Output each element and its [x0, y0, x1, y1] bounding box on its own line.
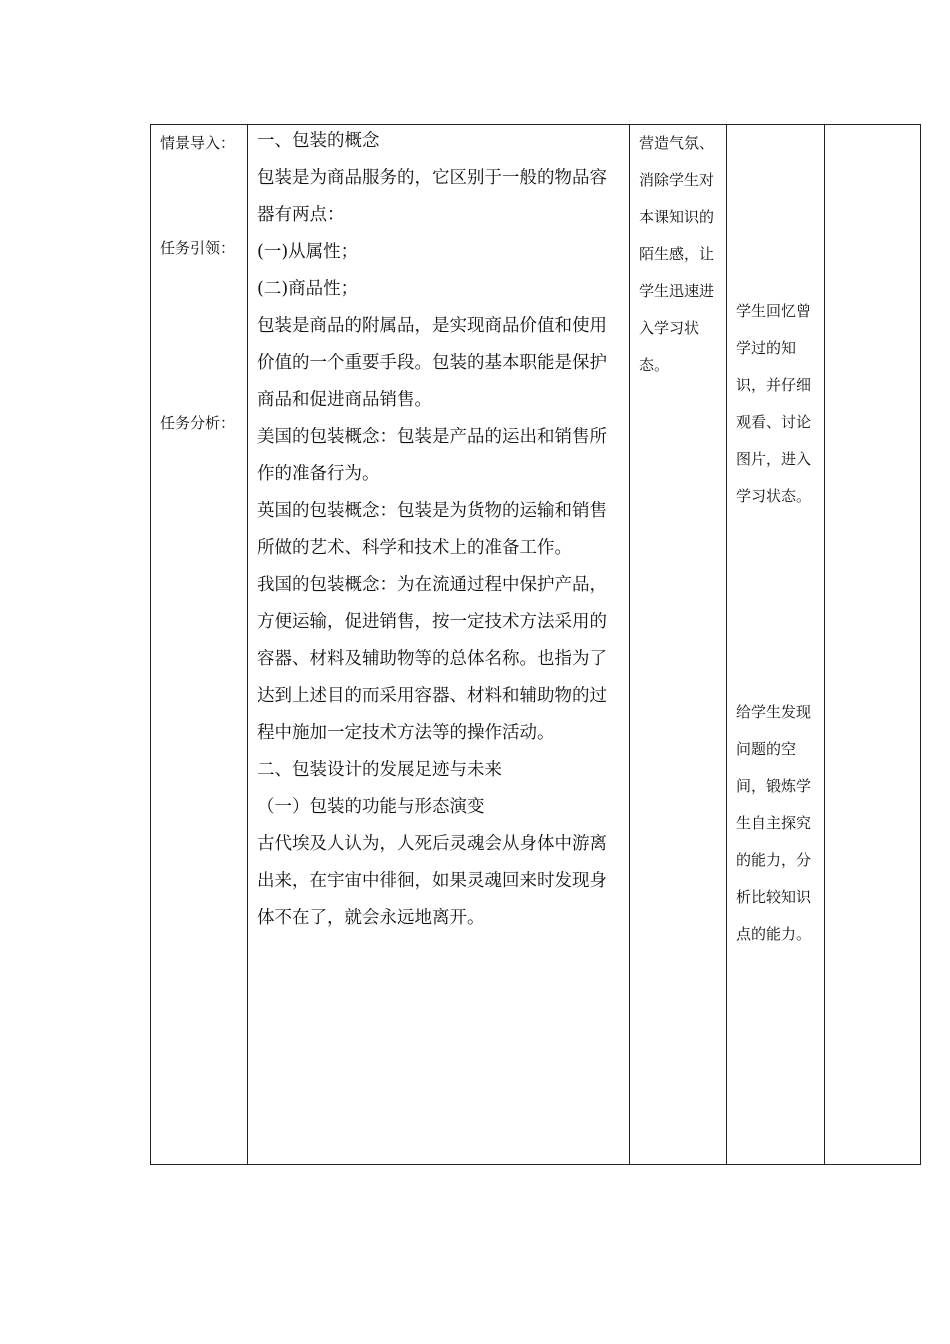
content-column	[247, 125, 629, 1164]
stage-column	[151, 125, 247, 1164]
purpose-text: 营造气氛、消除学生对本课知识的陌生感，让学生迅速进入学习状态。	[639, 134, 715, 374]
heading-history: 二、包装设计的发展足迹与未来	[257, 760, 502, 780]
paragraph: 包装是为商品服务的，它区别于一般的物品容器有两点：	[257, 168, 607, 225]
notes-column	[824, 125, 921, 1164]
paragraph: (一)从属性；	[257, 242, 359, 262]
activity-text-2: 给学生发现问题的空间，锻炼学生自主探究的能力，分析比较知识点的能力。	[736, 703, 812, 943]
paragraph: (二)商品性；	[257, 279, 359, 299]
subheading: （一）包装的功能与形态演变	[257, 797, 485, 817]
stage-analysis: 任务分析：	[160, 414, 236, 432]
paragraph: 英国的包装概念：包装是为货物的运输和销售所做的艺术、科学和技术上的准备工作。	[257, 501, 607, 558]
content-text	[257, 123, 623, 937]
heading-concept: 一、包装的概念	[257, 131, 380, 151]
stage-intro: 情景导入：	[160, 134, 236, 152]
activity-text-1: 学生回忆曾学过的知识，并仔细观看、讨论图片，进入学习状态。	[736, 302, 812, 505]
paragraph: 包装是商品的附属品，是实现商品价值和使用价值的一个重要手段。包装的基本职能是保护商品和促进商品销售。	[257, 316, 607, 410]
paragraph: 古代埃及人认为，人死后灵魂会从身体中游离出来，在宇宙中徘徊，如果灵魂回来时发现身体不在了，就会永远地离开。	[257, 834, 607, 928]
paragraph: 我国的包装概念：为在流通过程中保护产品，方便运输，促进销售，按一定技术方法采用的容器、材料及辅助物等的总体名称。也指为了达到上述目的而采用容器、材料和辅助物的过程中施加一定技术方法等的操作活动。	[257, 575, 607, 743]
lesson-plan-table	[150, 124, 921, 1165]
stage-guide: 任务引领：	[160, 239, 236, 257]
purpose-column	[629, 125, 726, 1164]
paragraph: 美国的包装概念：包装是产品的运出和销售所作的准备行为。	[257, 427, 607, 484]
activity-column	[726, 125, 824, 1164]
